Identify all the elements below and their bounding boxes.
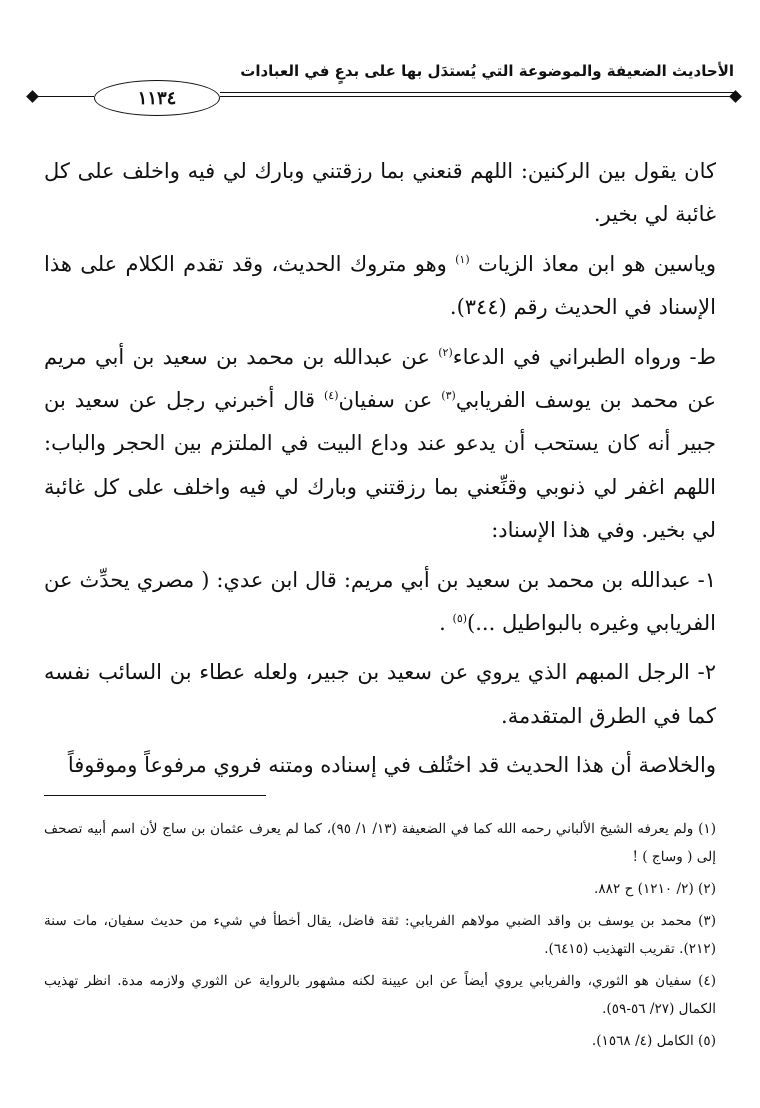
footnote-divider [44, 795, 266, 796]
footnote: (٢) (٢/ ١٢١٠) ح ٨٨٢. [594, 881, 716, 897]
paragraph-text: . [439, 611, 453, 636]
footnote: (١) ولم يعرفه الشيخ الألباني رحمه الله كما في الضعيفة (١٣/ ١/ ٩٥)، كما لم يعرف عثمان بن ساج لأن اسم أبيه تصحف إلى ( وساج ) ! [44, 821, 717, 865]
paragraph-text: وياسين هو ابن معاذ الزيات [477, 251, 716, 276]
paragraph-text: ط- ورواه الطبراني في الدعاء [452, 344, 716, 369]
footnote-marker: (٤) [323, 389, 339, 403]
footnote: (٥) الكامل (٤/ ١٥٦٨). [591, 1033, 716, 1049]
footnote-marker: (٥) [452, 612, 468, 626]
paragraph [44, 559, 716, 646]
running-title: الأحاديث الضعيفة والموضوعة التي يُستدَل بها على بدعٍ في العبادات [240, 62, 734, 80]
paragraph: كان يقول بين الركنين: اللهم قنعني بما رزقتني وبارك لي فيه واخلف على كل غائبة لي بخير. [44, 159, 716, 227]
main-text [44, 150, 716, 794]
paragraph-text: عن سفيان [338, 388, 442, 413]
paragraph-text: ١- عبدالله بن محمد بن سعيد بن أبي مريم: قال ابن عدي: ( مصري يحدِّث عن الفريابي وغيره بالبواطيل ...) [44, 567, 716, 636]
footnote: (٣) محمد بن يوسف بن واقد الضبي مولاهم الفريابي: ثقة فاضل، يقال أخطأ في شيء من حديث سفيان، مات سنة (٢١٢). تقريب التهذيب (٦٤١٥). [44, 913, 716, 957]
footnotes [44, 815, 716, 1059]
paragraph: والخلاصة أن هذا الحديث قد اختُلف في إسناده ومتنه فروي مرفوعاً وموقوفاً [67, 753, 716, 778]
footnote-marker: (٣) [441, 389, 456, 403]
footnote-marker: (١) [455, 252, 470, 266]
footnote: (٤) سفيان هو الثوري، والفريابي يروي أيضاً عن ابن عيينة لكنه مشهور بالرواية عن الثوري ولازمه مدة. انظر تهذيب الكمال (٢٧/ ٥٦-٥٩). [44, 973, 716, 1017]
paragraph-text: قال أخبرني رجل عن سعيد بن جبير أنه كان يستحب أن يدعو عند وداع البيت في الملتزم بين الحجر والباب: اللهم اغفر لي ذنوبي وقنِّعني بما رزقتني وبارك لي فيه واخلف على كل غائبة لي بخير. وفي هذا الإسناد: [44, 388, 716, 543]
header-rule-left [34, 96, 94, 97]
page-header [34, 52, 734, 112]
footnote-marker: (٢) [438, 345, 453, 359]
paragraph-text: عن عبدالله بن محمد بن سعيد بن أبي مريم عن محمد بن يوسف الفريابي [44, 344, 717, 413]
header-rule-top [220, 92, 734, 93]
page-number: ١١٣٤ [94, 80, 220, 116]
paragraph [44, 336, 716, 553]
header-rule-mid [220, 96, 734, 97]
paragraph: ٢- الرجل المبهم الذي يروي عن سعيد بن جبير، ولعله عطاء بن السائب نفسه كما في الطرق المتقدمة. [44, 660, 716, 728]
paragraph-yasin [44, 243, 716, 330]
diamond-ornament-left [26, 90, 39, 103]
paragraph-text: وهو متروك الحديث، وقد تقدم الكلام على هذا الإسناد في الحديث رقم (٣٤٤). [44, 251, 716, 320]
